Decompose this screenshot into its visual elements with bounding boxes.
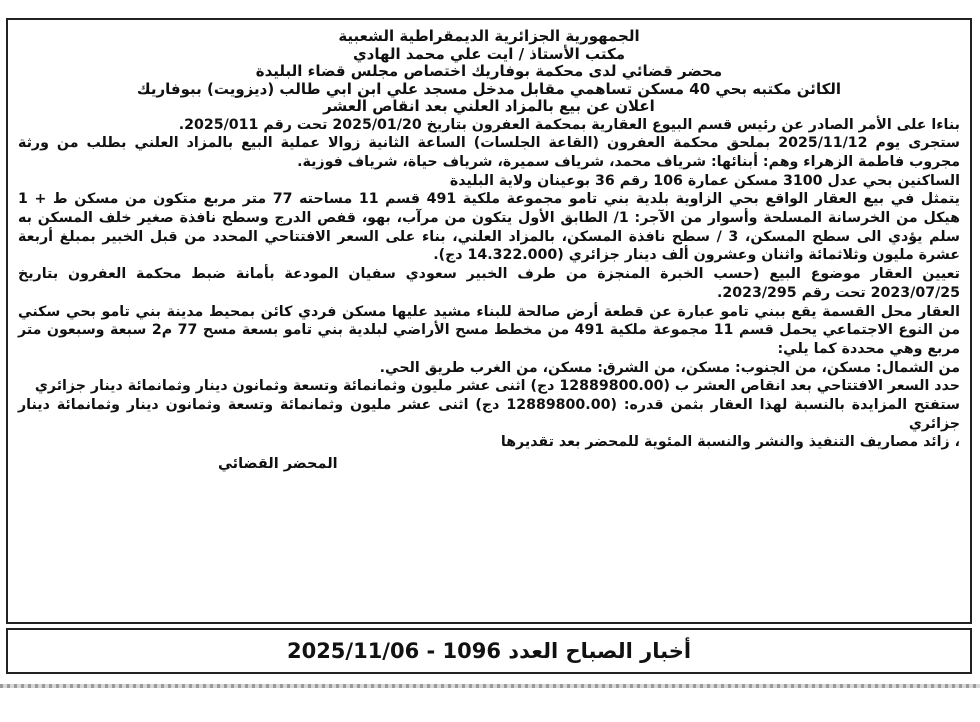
header-bailiff: محضر قضائي لدى محكمة بوفاريك اختصاص مجلس قضاء البليدة: [255, 62, 723, 80]
paragraph-fees: ، زائد مصاريف التنفيذ والنشر والنسبة المئوية للمحضر بعد تقديرها: [500, 434, 960, 451]
header-office: مكتب الأستاذ / ايت علي محمد الهادي: [352, 44, 626, 63]
header-announcement: اعلان عن بيع بالمزاد العلني بعد انقاص العشر: [323, 97, 655, 115]
header-republic: الجمهورية الجزائرية الديمقراطية الشعبية: [338, 27, 640, 45]
publication-footer: [6, 628, 972, 674]
paragraph-opening-price: حدد السعر الافتتاحي بعد انقاص العشر ب (12889800.00 دج) اثنى عشر مليون وثمانمائة وتسعة وثمانون دينار وثمانمائة دينار جزائري: [34, 378, 960, 395]
page-edge-divider: [0, 684, 980, 688]
paragraph-bidding: ستفتح المزايدة بالنسبة لهذا العقار بثمن قدره: (12889800.00 دج) اثنى عشر مليون وثمانمائة وتسعة وثمانون دينار وثمانمائة دينار جزائري: [18, 397, 960, 432]
paragraph-sale-date: ستجرى يوم 2025/11/12 بملحق محكمة العفرون (القاعة الجلسات) الساعة الثانية زوالا عملية البيع بالمزاد العلني بطلب من ورثة مجروب فاطمة الزهراء وهم: أبنائها: شرياف محمد، شرياف سميرة، شرياف حياة، شرياف فوزية.: [18, 135, 960, 170]
signature: المحضر القضائي: [218, 456, 338, 473]
paragraph-order: بناءا على الأمر الصادر عن رئيس قسم البيوع العقارية بمحكمة العفرون بتاريخ 2025/01/20 تحت رقم 2025/011.: [178, 116, 960, 133]
footer-text: أخبار الصباح العدد 1096 - 2025/11/06: [286, 639, 692, 663]
header-address: الكائن مكتبه بحي 40 مسكن تساهمي مقابل مدخل مسجد علي ابن ابي طالب (ديزويت) ببوفاريك: [136, 79, 842, 98]
paragraph-boundaries: من الشمال: مسكن، من الجنوب: مسكن، من الشرق: مسكن، من الغرب طريق الحي.: [379, 359, 960, 376]
paragraph-expertise: تعيين العقار موضوع البيع (حسب الخبرة المنجزة من طرف الخبير سعودي سفيان المودعة بأمانة ضبط محكمة العفرون بتاريخ 2023/07/25 تحت رقم 2023/295.: [18, 266, 960, 301]
paragraph-residence: الساكنين بحي عدل 3100 مسكن عمارة 106 رقم 36 بوعينان ولاية البليدة: [449, 172, 960, 189]
legal-notice-box: [6, 18, 972, 624]
paragraph-land-description: العقار محل القسمة يقع ببني تامو عبارة عن قطعة أرض صالحة للبناء مشيد عليها مسكن فردي كائن بمحيط مدينة بني تامو بحي سكني من النوع الاجتماعي يحمل قسم 11 مجموعة ملكية 491 من مخطط مسح الأراضي لبلدية بني تامو بسعة مسح 77 م2 سبعة وسبعون متر مربع وهي محددة كما يلي:: [18, 303, 960, 357]
paragraph-property: يتمثل في بيع العقار الواقع بحي الزاوية بلدية بني تامو مجموعة ملكية 491 قسم 11 مساحته 77 متر مربع متكون من مسكن ط + 1 هيكل من الخرسانة المسلحة وأسوار من الآجر: 1/ الطابق الأول يتكون من مرآب، بهو، قفص الدرج وسطح نافذة صغير خلف المسكن به سلم يؤدي الى سطح المسكن، 3 / سطح نافذة المسكن، بالمزاد العلني، بناء على السعر الافتتاحي المحدد من قبل الخبير بمبلغ أربعة عشرة مليون وثلاثمائة واثنان وعشرون ألف دينار جزائري (14.322.000 دج).: [18, 191, 960, 264]
